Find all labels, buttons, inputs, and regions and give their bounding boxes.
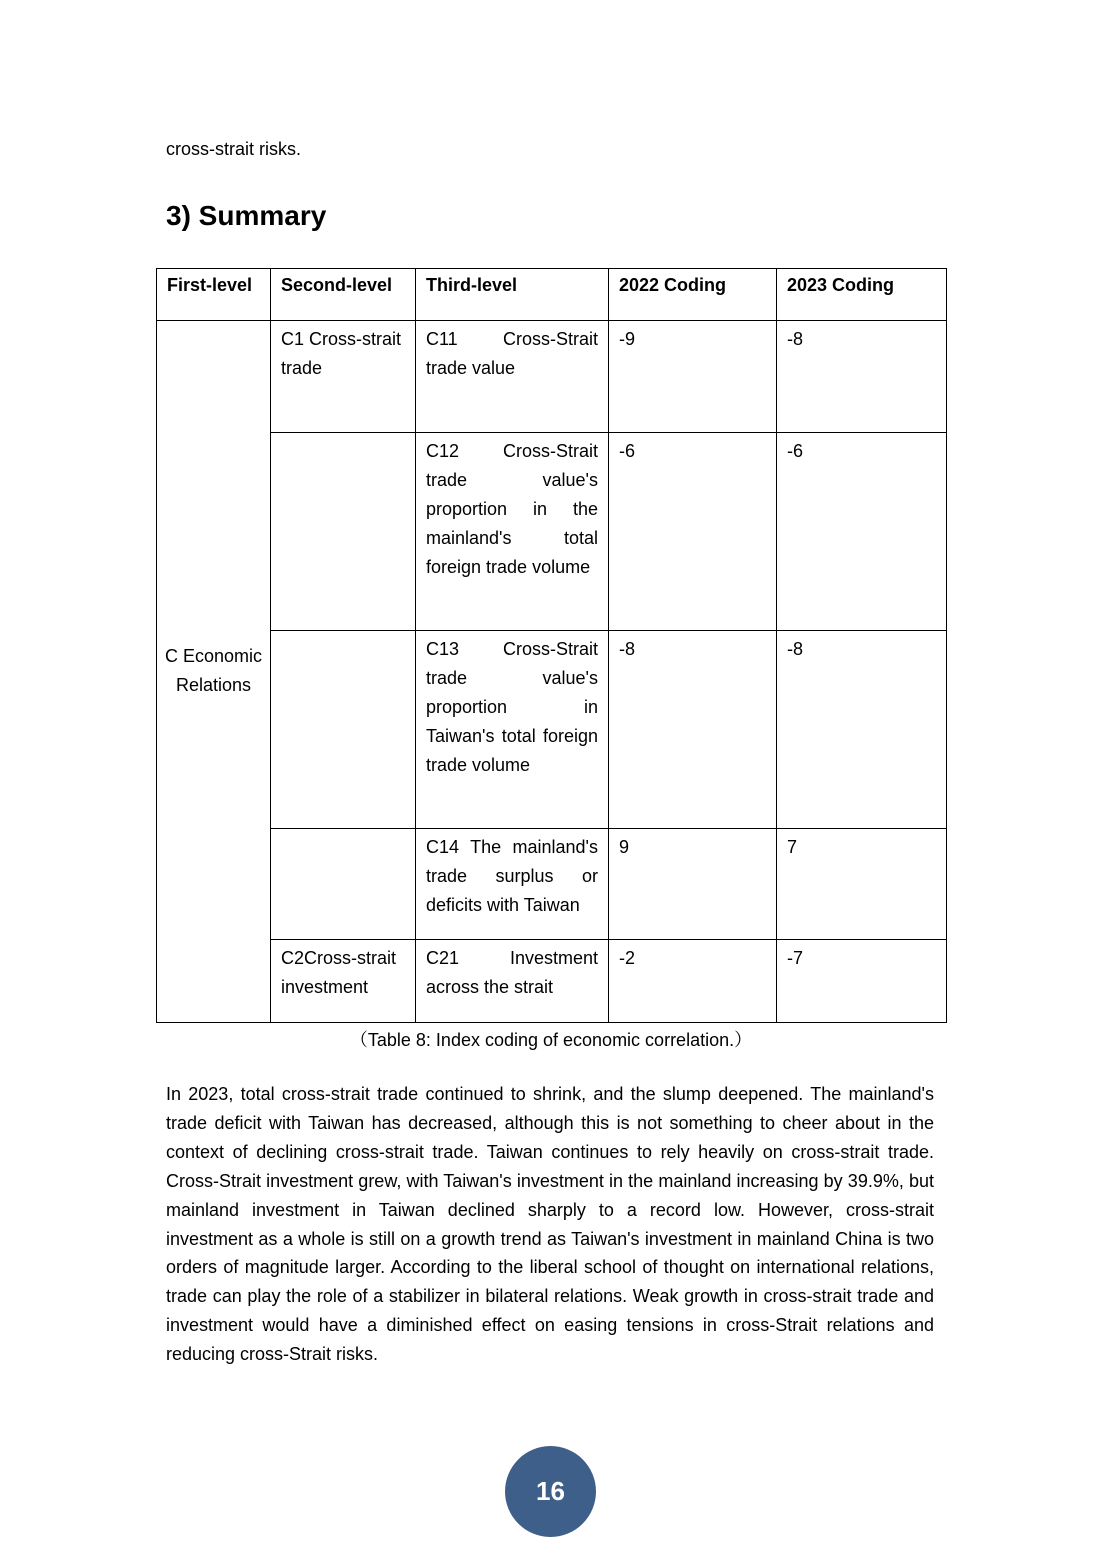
third-level-cell: C21 Investment across the strait: [416, 940, 609, 1023]
body-paragraph: In 2023, total cross-strait trade continued to shrink, and the slump deepened. The mainland's trade deficit with Taiwan has decreased, although this is not something to cheer about in the context of declining cross-strait trade. Taiwan continues to rely heavily on cross-strait trade. Cross-Strait investment grew, with Taiwan's investment in the mainland increasing by 39.9%, but mainland investment in Taiwan declined sharply to a record low. However, cross-strait investment as a whole is still on a growth trend as Taiwan's investment in mainland China is two orders of magnitude larger. According to the liberal school of thought on international relations, trade can play the role of a stabilizer in bilateral relations. Weak growth in cross-strait trade and investment would have a diminished effect on easing tensions in cross-Strait relations and reducing cross-Strait risks.: [166, 1084, 934, 1365]
table-caption: （Table 8: Index coding of economic correlation.）: [349, 1030, 753, 1050]
second-level-cell: [271, 631, 416, 829]
table-row: [157, 829, 947, 940]
page-number: 16: [536, 1476, 565, 1506]
coding-2022-cell: -8: [609, 631, 777, 829]
lead-text: cross-strait risks.: [166, 139, 301, 159]
section-heading: 3) Summary: [166, 200, 327, 231]
table-row: [157, 433, 947, 631]
first-level-cell: C Economic Relations: [157, 321, 271, 1023]
third-level-cell: C13 Cross-Strait trade value's proportion in Taiwan's total foreign trade volume: [416, 631, 609, 829]
table-row: [157, 321, 947, 433]
third-level-cell: C11 Cross-Strait trade value: [416, 321, 609, 433]
coding-2023-cell: -8: [777, 631, 947, 829]
table-header-row: [157, 269, 947, 321]
second-level-cell: C2Cross-strait investment: [271, 940, 416, 1023]
coding-2023-cell: -7: [777, 940, 947, 1023]
third-level-cell: C14 The mainland's trade surplus or deficits with Taiwan: [416, 829, 609, 940]
page-number-badge: [505, 1446, 596, 1537]
header-2023-coding: 2023 Coding: [777, 269, 947, 321]
third-level-cell: C12 Cross-Strait trade value's proportion in the mainland's total foreign trade volume: [416, 433, 609, 631]
coding-2022-cell: 9: [609, 829, 777, 940]
header-2022-coding: 2022 Coding: [609, 269, 777, 321]
coding-table: [156, 268, 947, 1023]
second-level-cell: [271, 829, 416, 940]
second-level-cell: [271, 433, 416, 631]
header-second-level: Second-level: [271, 269, 416, 321]
table-row: [157, 940, 947, 1023]
coding-2022-cell: -9: [609, 321, 777, 433]
coding-2023-cell: -6: [777, 433, 947, 631]
coding-2023-cell: 7: [777, 829, 947, 940]
coding-2022-cell: -6: [609, 433, 777, 631]
coding-2023-cell: -8: [777, 321, 947, 433]
table-row: [157, 631, 947, 829]
header-third-level: Third-level: [416, 269, 609, 321]
second-level-cell: C1 Cross-strait trade: [271, 321, 416, 433]
coding-2022-cell: -2: [609, 940, 777, 1023]
header-first-level: First-level: [157, 269, 271, 321]
